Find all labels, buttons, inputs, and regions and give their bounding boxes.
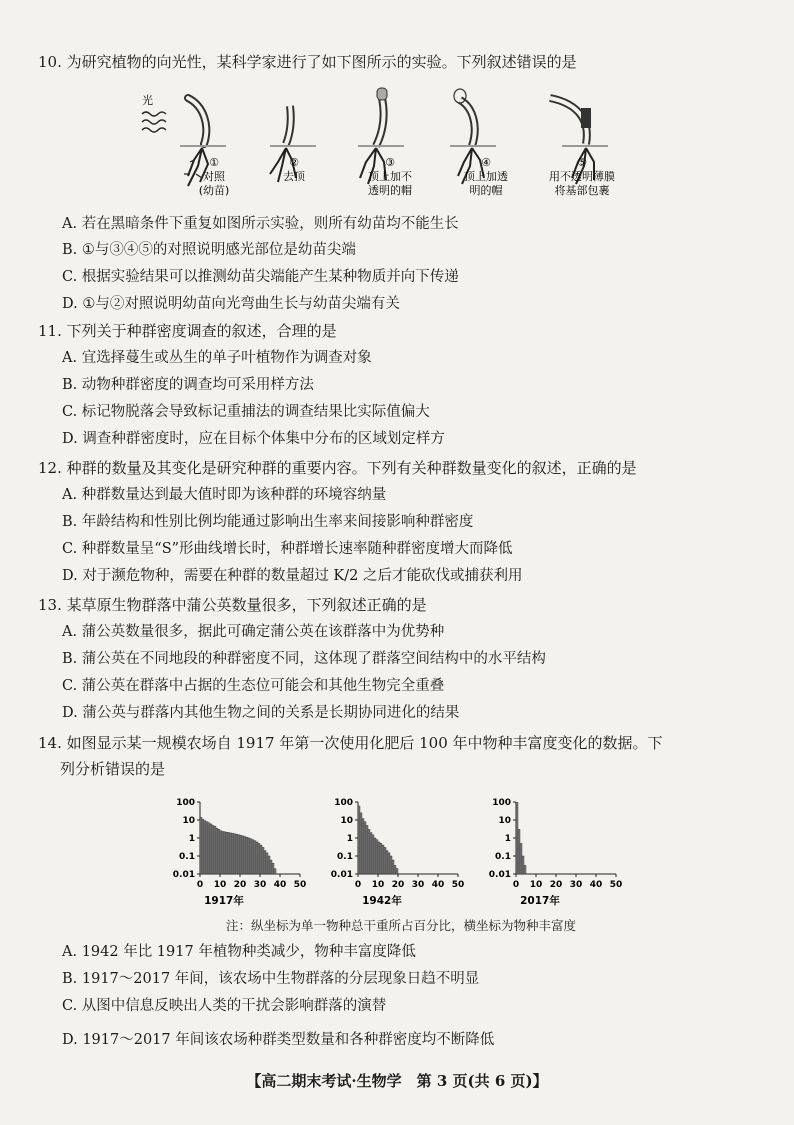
question-10-stem: 10. 为研究植物的向光性，某科学家进行了如下图所示的实验。下列叙述错误的是: [38, 53, 577, 71]
panel-5-line2: 将基部包裹: [554, 184, 610, 197]
bar-1917年-10: [218, 829, 220, 874]
x-tick-label: 10: [371, 880, 385, 890]
bar-1917年-18: [234, 834, 236, 874]
bar-1942年-2: [360, 813, 362, 874]
y-tick-label: 0.1: [495, 852, 511, 862]
bar-1942年-19: [394, 865, 396, 874]
bar-1917年-8: [214, 826, 216, 874]
question-12: [38, 458, 764, 478]
y-tick-label: 0.01: [330, 870, 353, 880]
chart-title: 2017年: [520, 895, 560, 907]
bar-1917年-26: [250, 839, 252, 874]
bar-1942年-10: [376, 840, 378, 874]
panel-3-line1: 顶上加不: [368, 170, 412, 183]
q11-option-c: C. 标记物脱落会导致标记重捕法的调查结果比实际值偏大: [62, 404, 430, 420]
light-label: 光: [142, 94, 153, 107]
y-tick-label: 1: [188, 834, 195, 844]
q14-option-b: B. 1917～2017 年间，该农场中生物群落的分层现象日趋不明显: [62, 971, 480, 987]
y-tick-label: 0.1: [179, 852, 195, 862]
bar-1942年-20: [396, 869, 398, 874]
y-tick-label: 0.1: [337, 852, 353, 862]
panel-5-num: ⑤: [577, 156, 587, 169]
bar-1917年-37: [272, 863, 274, 874]
bar-1917年-21: [240, 835, 242, 874]
q12-option-d: D. 对于濒危物种，需要在种群的数量超过 K/2 之后才能砍伐或捕获利用: [62, 568, 523, 584]
bar-1917年-16: [230, 833, 232, 874]
x-tick-label: 30: [411, 880, 425, 890]
x-tick-label: 50: [609, 880, 623, 890]
x-tick-label: 30: [569, 880, 583, 890]
q13-option-d: D. 蒲公英与群落内其他生物之间的关系是长期协同进化的结果: [62, 705, 460, 721]
panel-3-line2: 透明的帽: [368, 184, 412, 197]
bar-1917年-31: [260, 845, 262, 874]
bar-2017年-3: [520, 843, 522, 874]
x-tick-label: 30: [253, 880, 267, 890]
y-tick-label: 10: [182, 816, 195, 826]
bar-1942年-4: [364, 822, 366, 874]
page-footer: 【高二期末考试·生物学 第 3 页(共 6 页)】: [246, 1072, 548, 1090]
bar-1942年-13: [382, 845, 384, 874]
q10-option-c: C. 根据实验结果可以推测幼苗尖端能产生某种物质并向下传递: [62, 269, 459, 285]
panel-3-num: ③: [385, 156, 395, 169]
panel-1-num: ①: [209, 156, 219, 169]
q14-species-richness-charts: [160, 796, 630, 914]
bar-1917年-22: [242, 836, 244, 874]
bar-1942年-16: [388, 853, 390, 874]
q12-option-c: C. 种群数量呈“S”形曲线增长时，种群增长速率随种群密度增大而降低: [62, 541, 513, 557]
q13-option-b: B. 蒲公英在不同地段的种群密度不同，这体现了群落空间结构中的水平结构: [62, 651, 546, 667]
q10-option-b: B. ①与③④⑤的对照说明感光部位是幼苗尖端: [62, 242, 356, 258]
question-14-stem-line1: 14. 如图显示某一规模农场自 1917 年第一次使用化肥后 100 年中物种丰富度变化的数据。下: [38, 734, 663, 752]
bar-1917年-5: [208, 823, 210, 874]
q14-option-d: D. 1917～2017 年间该农场种群类型数量和各种群密度均不断降低: [62, 1032, 495, 1048]
x-tick-label: 10: [213, 880, 227, 890]
bar-1917年-34: [266, 853, 268, 874]
bar-1917年-33: [264, 851, 266, 874]
chart-title: 1917年: [204, 895, 244, 907]
bar-1917年-24: [246, 837, 248, 874]
bar-1917年-3: [204, 821, 206, 874]
bar-1942年-14: [384, 847, 386, 874]
x-tick-label: 50: [293, 880, 307, 890]
x-tick-label: 20: [549, 880, 563, 890]
bar-1917年-32: [262, 847, 264, 874]
chart-2017年: [489, 798, 622, 907]
x-tick-label: 0: [354, 880, 362, 890]
bar-1917年-23: [244, 837, 246, 874]
y-tick-label: 100: [176, 798, 195, 808]
y-tick-label: 1: [504, 834, 511, 844]
bar-1917年-36: [270, 860, 272, 874]
question-14-stem-line2: 列分析错误的是: [60, 760, 166, 778]
q14-option-c: C. 从图中信息反映出人类的干扰会影响群落的演替: [62, 998, 387, 1014]
bar-1942年-12: [380, 843, 382, 874]
x-tick-label: 0: [512, 880, 520, 890]
x-tick-label: 40: [589, 880, 603, 890]
bar-1917年-29: [256, 842, 258, 874]
chart-title: 1942年: [362, 895, 402, 907]
question-12-stem: 12. 种群的数量及其变化是研究种群的重要内容。下列有关种群数量变化的叙述，正确的是: [38, 459, 637, 477]
bar-2017年-2: [518, 829, 520, 874]
x-tick-label: 40: [273, 880, 287, 890]
x-tick-label: 20: [233, 880, 247, 890]
bar-1942年-5: [366, 825, 368, 874]
bar-1942年-9: [374, 838, 376, 874]
panel-2-num: ②: [289, 156, 299, 169]
bar-2017年-4: [522, 856, 524, 874]
q12-option-b: B. 年龄结构和性别比例均能通过影响出生率来间接影响种群密度: [62, 514, 474, 530]
bar-1917年-35: [268, 856, 270, 874]
y-tick-label: 1: [346, 834, 353, 844]
question-13-stem: 13. 某草原生物群落中蒲公英数量很多，下列叙述正确的是: [38, 596, 427, 614]
chart-1917年: [173, 798, 306, 907]
panel-1-line2: (幼苗): [198, 184, 230, 197]
bar-2017年-5: [524, 865, 526, 874]
q10-option-d: D. ①与②对照说明幼苗向光弯曲生长与幼苗尖端有关: [62, 296, 400, 312]
bar-1917年-15: [228, 833, 230, 874]
question-11: [38, 321, 764, 341]
panel-2-line1: 去顶: [283, 170, 305, 183]
panel-1-line1: 对照: [203, 170, 225, 183]
bar-1917年-30: [258, 843, 260, 874]
bar-1917年-9: [216, 828, 218, 874]
q11-option-a: A. 宜选择蔓生或丛生的单子叶植物作为调查对象: [62, 350, 372, 366]
question-13: [38, 595, 764, 615]
question-10: [38, 52, 764, 72]
question-11-stem: 11. 下列关于种群密度调查的叙述，合理的是: [38, 322, 337, 340]
bar-1917年-1: [200, 817, 202, 874]
x-tick-label: 50: [451, 880, 465, 890]
bar-1942年-1: [358, 806, 360, 874]
bar-1917年-20: [238, 835, 240, 874]
q14-option-a: A. 1942 年比 1917 年植物种类减少，物种丰富度降低: [62, 944, 416, 960]
y-tick-label: 10: [340, 816, 353, 826]
bar-2017年-1: [516, 802, 518, 874]
bar-1917年-38: [274, 869, 276, 874]
bar-1942年-17: [390, 856, 392, 874]
bar-1942年-3: [362, 819, 364, 874]
y-tick-label: 10: [498, 816, 511, 826]
panel-4-line2: 明的帽: [469, 184, 503, 197]
bar-1917年-19: [236, 834, 238, 874]
q13-option-c: C. 蒲公英在群落中占据的生态位可能会和其他生物完全重叠: [62, 678, 445, 694]
y-tick-label: 0.01: [172, 870, 195, 880]
bar-1917年-25: [248, 838, 250, 874]
y-tick-label: 100: [334, 798, 353, 808]
q12-option-a: A. 种群数量达到最大值时即为该种群的环境容纳量: [62, 487, 387, 503]
bar-1917年-14: [226, 832, 228, 874]
bar-1917年-4: [206, 822, 208, 874]
bar-1917年-2: [202, 819, 204, 874]
bar-1917年-7: [212, 825, 214, 874]
bar-1942年-11: [378, 842, 380, 874]
panel-4-num: ④: [481, 156, 491, 169]
panel-5-line1: 用不透明薄膜: [549, 170, 615, 183]
x-tick-label: 10: [529, 880, 543, 890]
x-tick-label: 20: [391, 880, 405, 890]
bar-1942年-7: [370, 833, 372, 874]
bar-1942年-18: [392, 860, 394, 874]
bar-1917年-11: [220, 831, 222, 874]
seedling-labels: [199, 156, 615, 197]
q10-option-a: A. 若在黑暗条件下重复如图所示实验，则所有幼苗均不能生长: [62, 216, 459, 232]
x-tick-label: 0: [196, 880, 204, 890]
bar-1942年-8: [372, 835, 374, 874]
question-14: [38, 733, 764, 779]
x-tick-label: 40: [431, 880, 445, 890]
y-tick-label: 0.01: [488, 870, 511, 880]
q14-chart-note: 注：纵坐标为单一物种总干重所占百分比，横坐标为物种丰富度: [226, 918, 577, 933]
bar-1917年-13: [224, 832, 226, 874]
bar-1942年-15: [386, 851, 388, 874]
bar-1942年-6: [368, 829, 370, 874]
q11-option-b: B. 动物种群密度的调查均可采用样方法: [62, 377, 314, 393]
chart-1942年: [331, 798, 464, 907]
q13-option-a: A. 蒲公英数量很多，据此可确定蒲公英在该群落中为优势种: [62, 624, 445, 640]
q10-seedling-figure: [130, 82, 630, 214]
bar-1917年-28: [254, 841, 256, 874]
bar-1917年-12: [222, 831, 224, 874]
bar-1917年-27: [252, 840, 254, 874]
y-tick-label: 100: [492, 798, 511, 808]
light-waves: [142, 112, 166, 132]
bar-1917年-17: [232, 833, 234, 874]
q11-option-d: D. 调查种群密度时，应在目标个体集中分布的区域划定样方: [62, 431, 445, 447]
panel-4-line1: 顶上加透: [464, 170, 508, 183]
bar-1917年-6: [210, 824, 212, 874]
